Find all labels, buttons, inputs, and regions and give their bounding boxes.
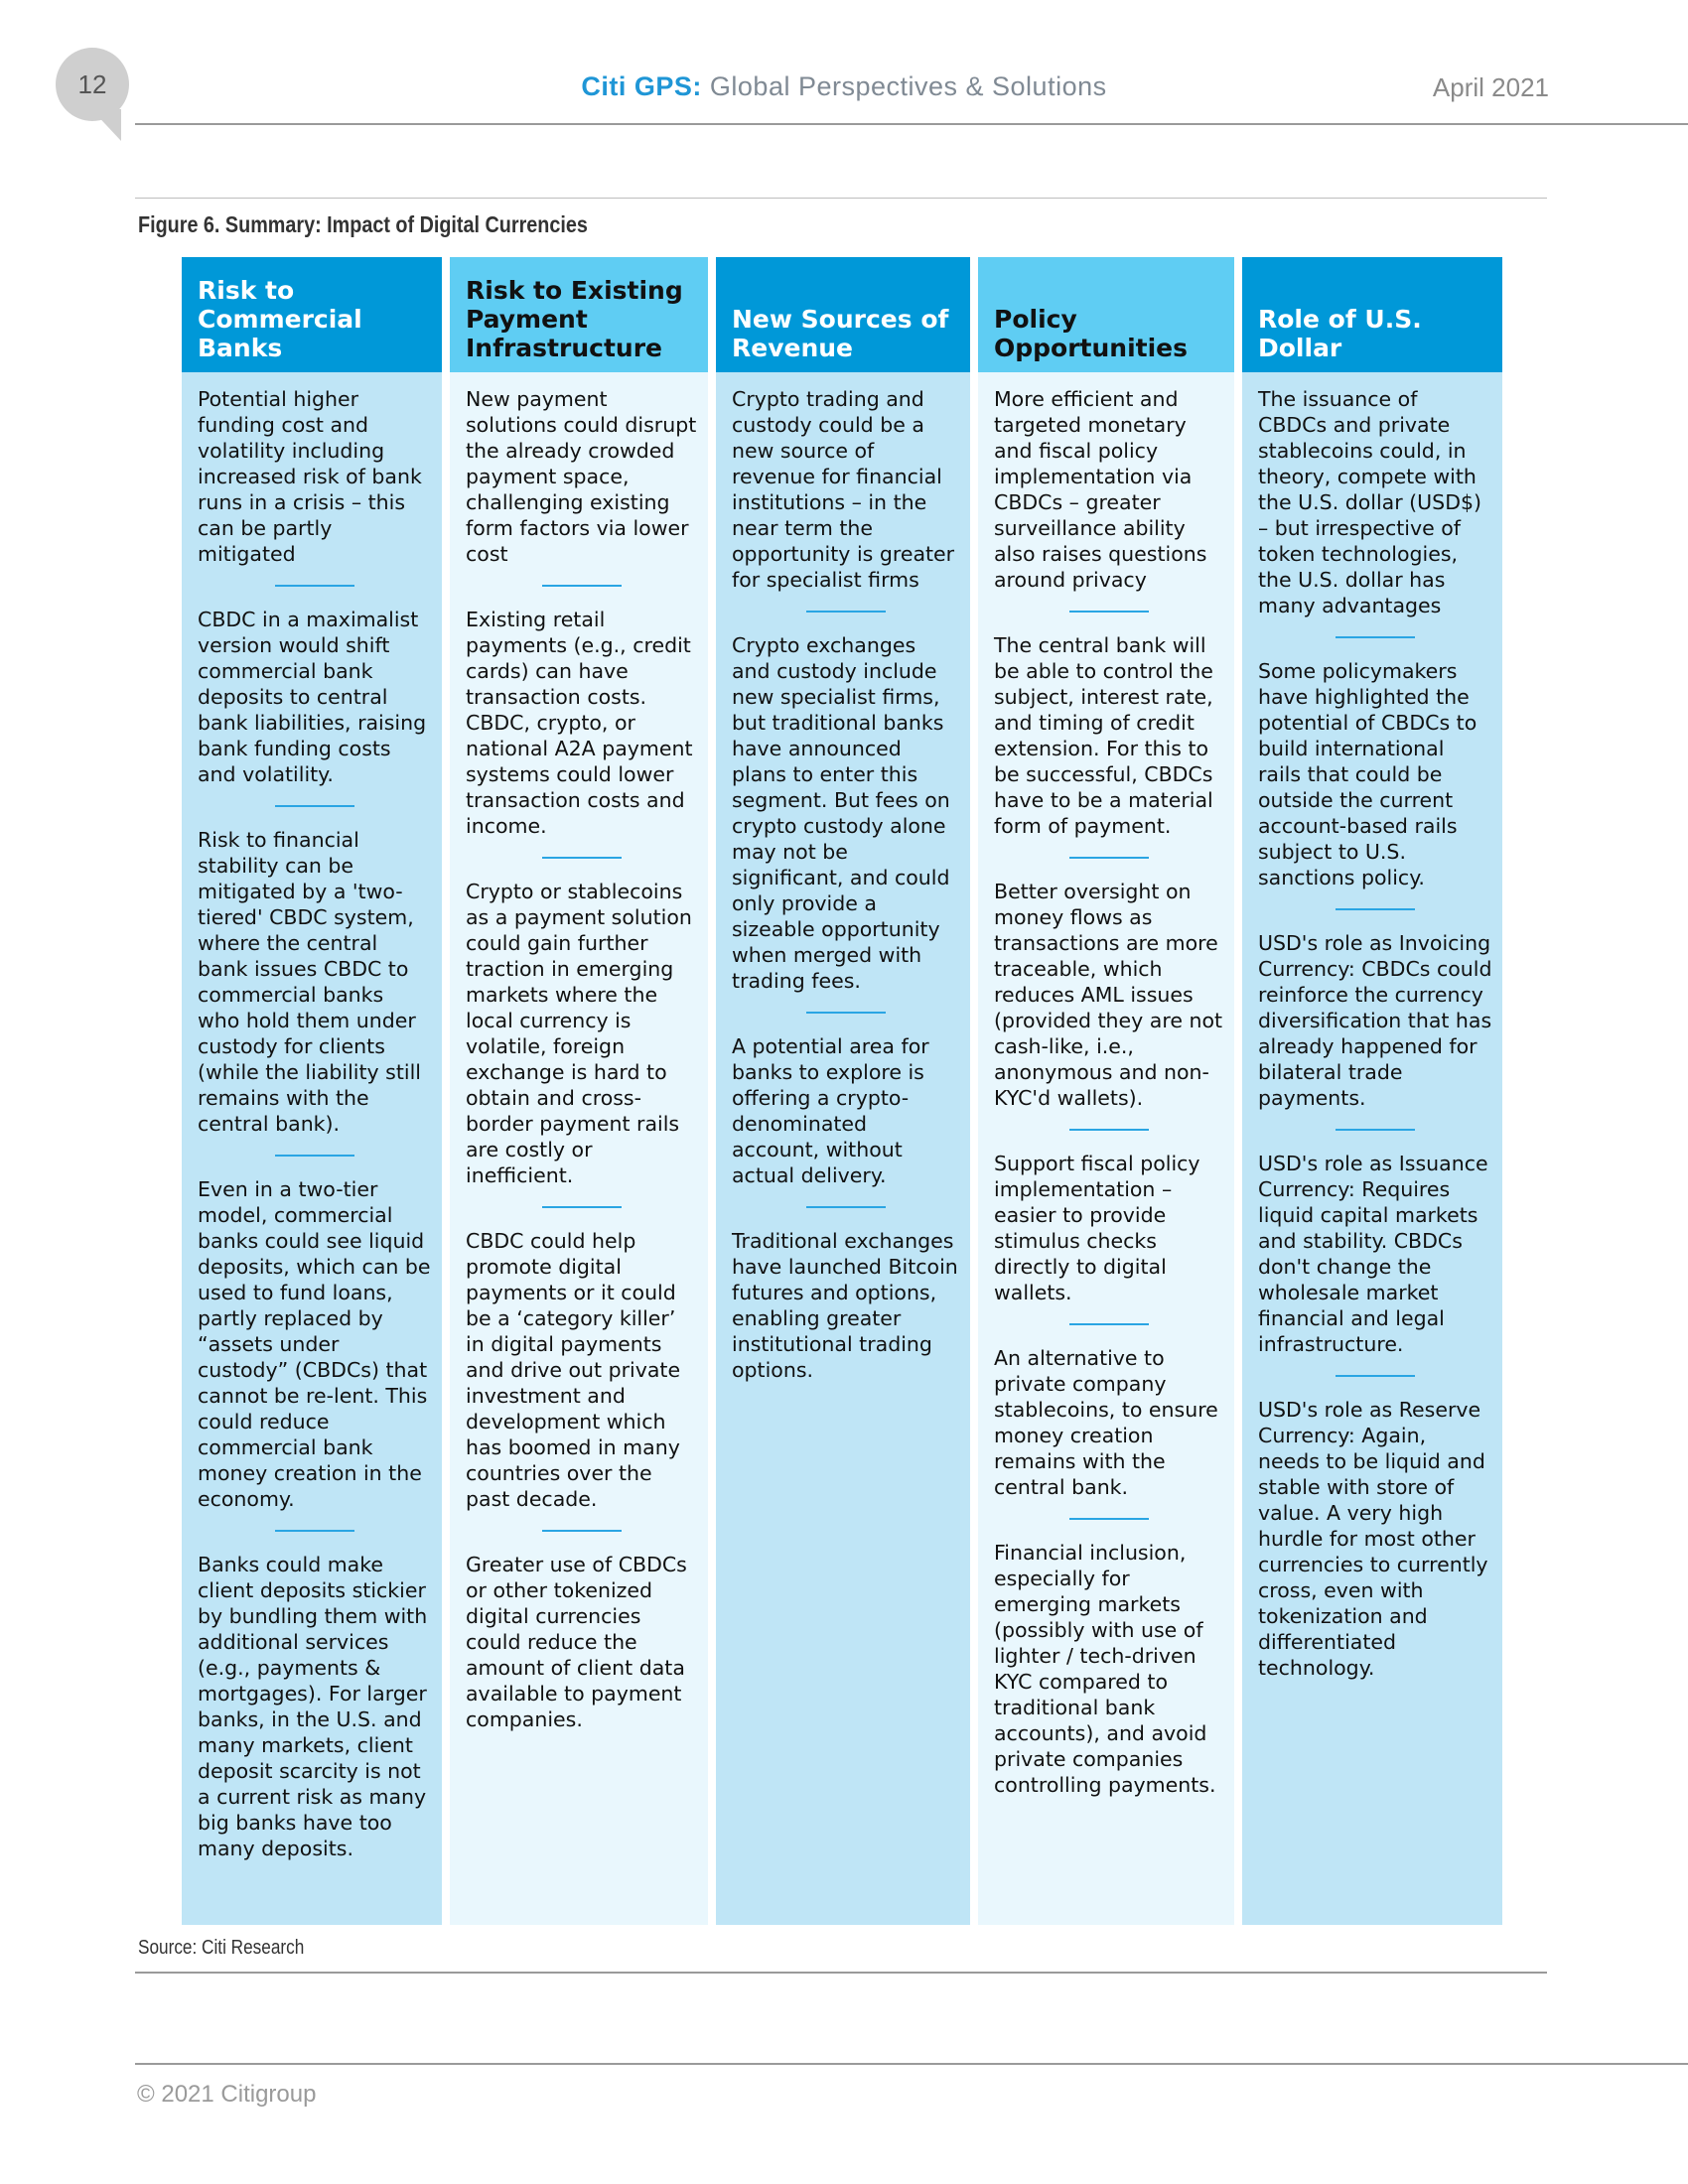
paragraph-separator xyxy=(542,857,622,859)
column-paragraph: USD's role as Invoicing Currency: CBDCs could reinforce the currency diversification that has already happened for bilateral trade payments. xyxy=(1258,931,1492,1110)
column-paragraph: Financial inclusion, especially for emerging markets (possibly with use of lighter / tech-driven KYC compared to traditional bank accounts), and avoid private companies controlling payments. xyxy=(994,1541,1216,1797)
paragraph-separator xyxy=(806,611,886,613)
column-header: Risk to Commercial Banks xyxy=(182,257,442,372)
column-policy-opportunities xyxy=(978,257,1234,1925)
column-paragraph: Better oversight on money flows as transactions are more traceable, which reduces AML issues (provided they are not cash-like, i.e., anonymous and non-KYC'd wallets). xyxy=(994,880,1223,1110)
paragraph-separator xyxy=(1069,1518,1149,1520)
paragraph-separator xyxy=(1336,1375,1415,1377)
column-body xyxy=(450,372,708,1925)
paragraph-separator xyxy=(275,1155,354,1157)
column-header: Role of U.S. Dollar xyxy=(1242,257,1502,372)
column-paragraph: More efficient and targeted monetary and fiscal policy implementation via CBDCs – greater surveillance ability also raises questions around privacy xyxy=(994,387,1207,592)
column-header: New Sources of Revenue xyxy=(716,257,970,372)
paragraph-separator xyxy=(1069,1323,1149,1325)
figure-top-divider xyxy=(135,198,1547,199)
column-commercial-banks xyxy=(182,257,442,1925)
paragraph-separator xyxy=(806,1012,886,1014)
column-paragraph: Crypto trading and custody could be a new source of revenue for financial institutions – in the near term the opportunity is greater for specialist firms xyxy=(732,387,955,592)
column-paragraph: CBDC in a maximalist version would shift commercial bank deposits to central bank liabilities, raising bank funding costs and volatility. xyxy=(198,608,427,786)
paragraph-separator xyxy=(1069,857,1149,859)
page-number-badge: 12 xyxy=(56,48,129,121)
column-new-revenue xyxy=(716,257,970,1925)
column-paragraph: CBDC could help promote digital payments or it could be a ‘category killer’ in digital payments and drive out private investment and development which has boomed in many countries over the past decade. xyxy=(466,1229,681,1511)
column-header: Policy Opportunities xyxy=(978,257,1234,372)
column-paragraph: Banks could make client deposits stickier by bundling them with additional services (e.g., payments & mortgages). For larger banks, in the U.S. and many markets, client deposit scarcity is not a current risk as many big banks have too many deposits. xyxy=(198,1553,428,1860)
column-header: Risk to Existing Payment Infrastructure xyxy=(450,257,708,372)
paragraph-separator xyxy=(1069,611,1149,613)
page-badge-tail xyxy=(91,109,121,141)
column-paragraph: New payment solutions could disrupt the already crowded payment space, challenging existing form factors via lower cost xyxy=(466,387,697,566)
column-paragraph: Even in a two-tier model, commercial banks could see liquid deposits, which can be used to fund loans, partly replaced by “assets under custody” (CBDCs) that cannot be re-lent. This could reduce commercial bank money creation in the economy. xyxy=(198,1177,431,1511)
column-paragraph: Risk to financial stability can be mitigated by a 'two-tiered' CBDC system, where the central bank issues CBDC to commercial banks who hold them under custody for clients (while the liability still remains with the central bank). xyxy=(198,828,421,1136)
column-paragraph: An alternative to private company stablecoins, to ensure money creation remains with the central bank. xyxy=(994,1346,1218,1499)
column-paragraph: Some policymakers have highlighted the potential of CBDCs to build international rails that could be outside the current account-based rails subject to U.S. sanctions policy. xyxy=(1258,659,1477,889)
paragraph-separator xyxy=(542,1530,622,1532)
column-paragraph: Crypto or stablecoins as a payment solution could gain further traction in emerging markets where the local currency is volatile, foreign exchange is hard to obtain and cross-border payment rails are costly or inefficient. xyxy=(466,880,692,1187)
column-paragraph: The central bank will be able to control the subject, interest rate, and timing of credit extension. For this to be successful, CBDCs have to be a material form of payment. xyxy=(994,633,1213,838)
column-payment-infrastructure xyxy=(450,257,708,1925)
paragraph-separator xyxy=(1069,1129,1149,1131)
digital-currency-impact-table xyxy=(182,257,1502,1925)
paragraph-separator xyxy=(806,1206,886,1208)
column-paragraph: Support fiscal policy implementation – easier to provide stimulus checks directly to digital wallets. xyxy=(994,1152,1200,1304)
paragraph-separator xyxy=(275,585,354,587)
footer-divider xyxy=(135,2063,1688,2065)
footer-copyright: © 2021 Citigroup xyxy=(137,2081,317,2108)
header-brand: Citi GPS: xyxy=(581,71,702,101)
header-divider xyxy=(135,123,1688,125)
paragraph-separator xyxy=(542,1206,622,1208)
paragraph-separator xyxy=(275,805,354,807)
header-date: April 2021 xyxy=(1432,72,1549,102)
column-paragraph: USD's role as Issuance Currency: Requires liquid capital markets and stability. CBDCs don't change the wholesale market financial and legal infrastructure. xyxy=(1258,1152,1488,1356)
column-paragraph: Crypto exchanges and custody include new specialist firms, but traditional banks have announced plans to enter this segment. But fees on crypto custody alone may not be significant, and could only provide a sizeable opportunity when merged with trading fees. xyxy=(732,633,950,993)
paragraph-separator xyxy=(275,1530,354,1532)
paragraph-separator xyxy=(1336,636,1415,638)
column-paragraph: Traditional exchanges have launched Bitcoin futures and options, enabling greater institutional trading options. xyxy=(732,1229,958,1382)
column-us-dollar xyxy=(1242,257,1502,1925)
figure-bottom-divider xyxy=(135,1972,1547,1974)
column-paragraph: A potential area for banks to explore is offering a crypto-denominated account, without actual delivery. xyxy=(732,1034,929,1187)
column-paragraph: Potential higher funding cost and volatility including increased risk of bank runs in a crisis – this can be partly mitigated xyxy=(198,387,422,566)
paragraph-separator xyxy=(542,585,622,587)
column-body xyxy=(182,372,442,1925)
figure-title: Figure 6. Summary: Impact of Digital Currencies xyxy=(138,211,588,237)
column-body xyxy=(716,372,970,1925)
paragraph-separator xyxy=(1336,908,1415,910)
header-subtitle: Global Perspectives & Solutions xyxy=(701,71,1107,101)
column-body xyxy=(1242,372,1502,1925)
column-paragraph: Greater use of CBDCs or other tokenized digital currencies could reduce the amount of client data available to payment companies. xyxy=(466,1553,687,1731)
column-body xyxy=(978,372,1234,1925)
paragraph-separator xyxy=(1336,1129,1415,1131)
column-paragraph: USD's role as Reserve Currency: Again, needs to be liquid and stable with store of value. A very high hurdle for most other currencies to currently cross, even with tokenization and differentiated technology. xyxy=(1258,1398,1488,1680)
column-paragraph: The issuance of CBDCs and private stablecoins could, in theory, compete with the U.S. dollar (USD$) – but irrespective of token technologies, the U.S. dollar has many advantages xyxy=(1258,387,1482,617)
column-paragraph: Existing retail payments (e.g., credit cards) can have transaction costs. CBDC, crypto, or national A2A payment systems could lower transaction costs and income. xyxy=(466,608,693,838)
figure-source: Source: Citi Research xyxy=(138,1937,305,1959)
